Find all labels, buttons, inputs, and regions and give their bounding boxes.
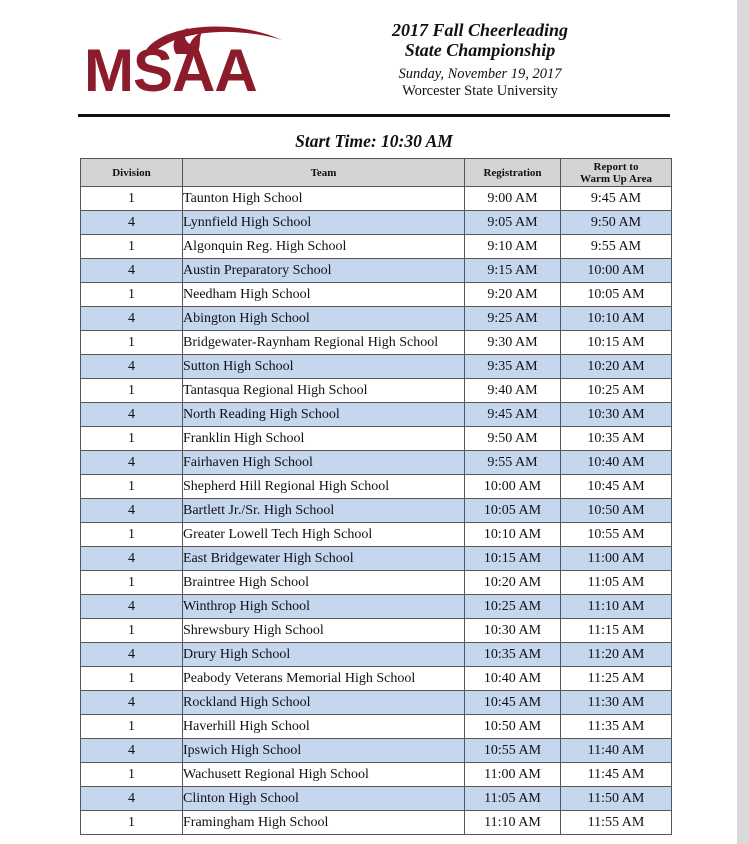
- registration-cell: 10:10 AM: [465, 523, 561, 547]
- division-cell: 4: [81, 451, 183, 475]
- team-cell: Tantasqua Regional High School: [183, 379, 465, 403]
- division-cell: 1: [81, 715, 183, 739]
- team-cell: Bridgewater-Raynham Regional High School: [183, 331, 465, 355]
- table-row: [81, 715, 672, 739]
- warmup-cell: 10:15 AM: [561, 331, 672, 355]
- division-cell: 1: [81, 331, 183, 355]
- warmup-cell: 11:10 AM: [561, 595, 672, 619]
- division-cell: 4: [81, 307, 183, 331]
- team-cell: Rockland High School: [183, 691, 465, 715]
- header-warmup-line1: Report to: [593, 160, 639, 173]
- division-cell: 1: [81, 427, 183, 451]
- table-row: [81, 331, 672, 355]
- warmup-cell: 11:40 AM: [561, 739, 672, 763]
- division-cell: 1: [81, 571, 183, 595]
- table-row: [81, 571, 672, 595]
- division-cell: 1: [81, 811, 183, 835]
- team-cell: Peabody Veterans Memorial High School: [183, 667, 465, 691]
- team-cell: East Bridgewater High School: [183, 547, 465, 571]
- event-date: Sunday, November 19, 2017: [398, 66, 562, 82]
- division-cell: 4: [81, 403, 183, 427]
- event-title-line1: 2017 Fall Cheerleading: [391, 20, 568, 40]
- warmup-cell: 9:50 AM: [561, 211, 672, 235]
- division-cell: 4: [81, 691, 183, 715]
- team-cell: Shepherd Hill Regional High School: [183, 475, 465, 499]
- start-time: Start Time: 10:30 AM: [295, 131, 453, 151]
- registration-cell: 9:35 AM: [465, 355, 561, 379]
- warmup-cell: 9:45 AM: [561, 187, 672, 211]
- division-cell: 1: [81, 283, 183, 307]
- team-cell: Taunton High School: [183, 187, 465, 211]
- table-row: [81, 811, 672, 835]
- division-cell: 4: [81, 787, 183, 811]
- team-cell: Haverhill High School: [183, 715, 465, 739]
- table-row: [81, 307, 672, 331]
- team-cell: Braintree High School: [183, 571, 465, 595]
- table-row: [81, 691, 672, 715]
- header-team: Team: [183, 159, 465, 187]
- team-cell: Shrewsbury High School: [183, 619, 465, 643]
- table-row: [81, 547, 672, 571]
- logo-wordmark: MSAA: [84, 37, 257, 104]
- warmup-cell: 11:55 AM: [561, 811, 672, 835]
- team-cell: Abington High School: [183, 307, 465, 331]
- team-cell: Clinton High School: [183, 787, 465, 811]
- team-cell: Fairhaven High School: [183, 451, 465, 475]
- team-cell: Winthrop High School: [183, 595, 465, 619]
- registration-cell: 9:05 AM: [465, 211, 561, 235]
- table-row: [81, 595, 672, 619]
- warmup-cell: 11:25 AM: [561, 667, 672, 691]
- team-cell: Needham High School: [183, 283, 465, 307]
- registration-cell: 10:25 AM: [465, 595, 561, 619]
- warmup-cell: 10:35 AM: [561, 427, 672, 451]
- registration-cell: 11:05 AM: [465, 787, 561, 811]
- warmup-cell: 11:35 AM: [561, 715, 672, 739]
- division-cell: 1: [81, 763, 183, 787]
- warmup-cell: 11:20 AM: [561, 643, 672, 667]
- registration-cell: 9:55 AM: [465, 451, 561, 475]
- registration-cell: 11:10 AM: [465, 811, 561, 835]
- division-cell: 1: [81, 475, 183, 499]
- division-cell: 1: [81, 667, 183, 691]
- event-title-line2: State Championship: [404, 40, 556, 60]
- registration-cell: 9:30 AM: [465, 331, 561, 355]
- warmup-cell: 11:50 AM: [561, 787, 672, 811]
- division-cell: 4: [81, 211, 183, 235]
- team-cell: Ipswich High School: [183, 739, 465, 763]
- warmup-cell: 10:40 AM: [561, 451, 672, 475]
- table-row: [81, 403, 672, 427]
- registration-cell: 10:30 AM: [465, 619, 561, 643]
- division-cell: 4: [81, 643, 183, 667]
- table-row: [81, 379, 672, 403]
- table-row: [81, 427, 672, 451]
- warmup-cell: 11:30 AM: [561, 691, 672, 715]
- division-cell: 4: [81, 739, 183, 763]
- division-cell: 4: [81, 355, 183, 379]
- division-cell: 1: [81, 379, 183, 403]
- warmup-cell: 10:55 AM: [561, 523, 672, 547]
- warmup-cell: 9:55 AM: [561, 235, 672, 259]
- header-warmup: [561, 159, 672, 187]
- warmup-cell: 11:45 AM: [561, 763, 672, 787]
- warmup-cell: 10:45 AM: [561, 475, 672, 499]
- header-warmup-line2: Warm Up Area: [580, 172, 652, 185]
- team-cell: Algonquin Reg. High School: [183, 235, 465, 259]
- warmup-cell: 10:30 AM: [561, 403, 672, 427]
- warmup-cell: 10:25 AM: [561, 379, 672, 403]
- registration-cell: 10:00 AM: [465, 475, 561, 499]
- team-cell: Wachusett Regional High School: [183, 763, 465, 787]
- table-row: [81, 523, 672, 547]
- event-venue: Worcester State University: [402, 83, 558, 99]
- table-row: [81, 211, 672, 235]
- warmup-cell: 11:00 AM: [561, 547, 672, 571]
- registration-cell: 9:40 AM: [465, 379, 561, 403]
- header-division: Division: [81, 159, 183, 187]
- team-cell: Sutton High School: [183, 355, 465, 379]
- team-cell: Drury High School: [183, 643, 465, 667]
- table-row: [81, 667, 672, 691]
- table-row: [81, 355, 672, 379]
- team-cell: Framingham High School: [183, 811, 465, 835]
- registration-cell: 9:15 AM: [465, 259, 561, 283]
- warmup-cell: 10:20 AM: [561, 355, 672, 379]
- registration-cell: 11:00 AM: [465, 763, 561, 787]
- table-row: [81, 499, 672, 523]
- table-row: [81, 235, 672, 259]
- warmup-cell: 10:50 AM: [561, 499, 672, 523]
- warmup-cell: 11:15 AM: [561, 619, 672, 643]
- table-row: [81, 619, 672, 643]
- registration-cell: 9:20 AM: [465, 283, 561, 307]
- division-cell: 4: [81, 499, 183, 523]
- msaa-logo: [84, 14, 284, 106]
- header-divider: [78, 114, 670, 117]
- division-cell: 1: [81, 235, 183, 259]
- team-cell: Greater Lowell Tech High School: [183, 523, 465, 547]
- warmup-cell: 11:05 AM: [561, 571, 672, 595]
- division-cell: 1: [81, 187, 183, 211]
- division-cell: 1: [81, 523, 183, 547]
- division-cell: 4: [81, 595, 183, 619]
- registration-cell: 9:50 AM: [465, 427, 561, 451]
- warmup-cell: 10:00 AM: [561, 259, 672, 283]
- registration-cell: 10:40 AM: [465, 667, 561, 691]
- team-cell: Lynnfield High School: [183, 211, 465, 235]
- table-row: [81, 283, 672, 307]
- page-edge: [737, 0, 749, 844]
- table-row: [81, 787, 672, 811]
- division-cell: 1: [81, 619, 183, 643]
- table-row: [81, 643, 672, 667]
- table-row: [81, 763, 672, 787]
- registration-cell: 9:00 AM: [465, 187, 561, 211]
- warmup-cell: 10:10 AM: [561, 307, 672, 331]
- registration-cell: 10:50 AM: [465, 715, 561, 739]
- division-cell: 4: [81, 259, 183, 283]
- header-registration: Registration: [465, 159, 561, 187]
- table-row: [81, 451, 672, 475]
- registration-cell: 9:45 AM: [465, 403, 561, 427]
- team-cell: Bartlett Jr./Sr. High School: [183, 499, 465, 523]
- division-cell: 4: [81, 547, 183, 571]
- table-header-row: [81, 159, 672, 187]
- team-cell: Franklin High School: [183, 427, 465, 451]
- event-header: [330, 20, 630, 100]
- table-row: [81, 259, 672, 283]
- table-row: [81, 475, 672, 499]
- registration-cell: 10:45 AM: [465, 691, 561, 715]
- table-row: [81, 739, 672, 763]
- registration-cell: 10:20 AM: [465, 571, 561, 595]
- warmup-cell: 10:05 AM: [561, 283, 672, 307]
- registration-cell: 9:10 AM: [465, 235, 561, 259]
- registration-cell: 9:25 AM: [465, 307, 561, 331]
- schedule-body: [81, 187, 672, 835]
- team-cell: North Reading High School: [183, 403, 465, 427]
- schedule-table: [80, 158, 672, 835]
- registration-cell: 10:05 AM: [465, 499, 561, 523]
- registration-cell: 10:15 AM: [465, 547, 561, 571]
- table-row: [81, 187, 672, 211]
- registration-cell: 10:55 AM: [465, 739, 561, 763]
- registration-cell: 10:35 AM: [465, 643, 561, 667]
- team-cell: Austin Preparatory School: [183, 259, 465, 283]
